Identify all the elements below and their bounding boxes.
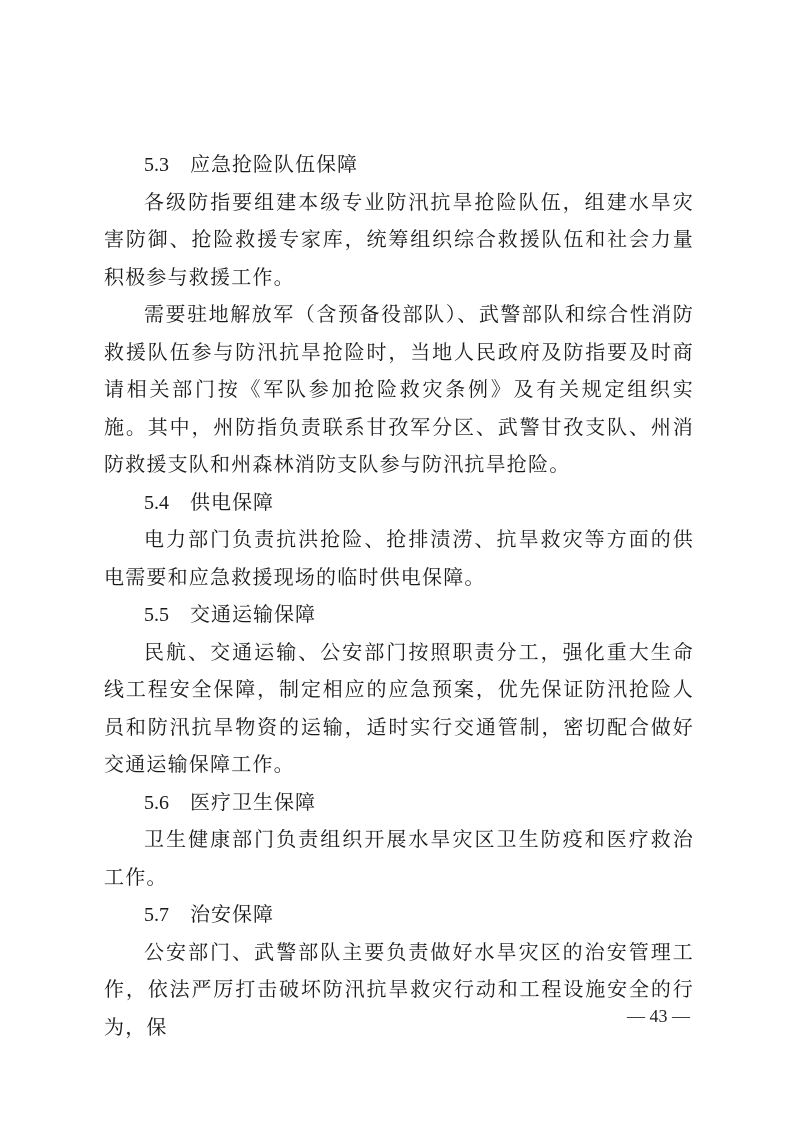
section-title: 医疗卫生保障	[190, 789, 316, 814]
paragraph: 各级防指要组建本级专业防汛抗旱抢险队伍，组建水旱灾害防御、抢险救援专家库，统筹组织综合救援队伍和社会力量积极参与救援工作。	[104, 189, 694, 289]
section-heading	[104, 596, 694, 634]
section-title: 应急抢险队伍保障	[190, 152, 358, 176]
paragraph: 民航、交通运输、公安部门按照职责分工，强化重大生命线工程安全保障，制定相应的应急预案，优先保证防汛抢险人员和防汛抗旱物资的运输，适时实行交通管制，密切配合做好交通运输保障工作。	[104, 639, 694, 776]
section-heading	[104, 484, 694, 522]
section-number: 5.4	[144, 491, 169, 514]
section-heading	[104, 784, 694, 822]
section-number: 5.3	[144, 154, 169, 176]
paragraph: 公安部门、武警部队主要负责做好水旱灾区的治安管理工作，依法严厉打击破坏防汛抗旱救灾行动和工程设施安全的行为，保	[104, 939, 694, 1039]
page-number: — 43 —	[627, 1006, 690, 1026]
section-heading	[104, 146, 694, 184]
paragraph: 卫生健康部门负责组织开展水旱灾区卫生防疫和医疗救治工作。	[104, 827, 694, 889]
section-heading	[104, 896, 694, 934]
section-number: 5.7	[144, 904, 169, 926]
document-body	[104, 146, 694, 1046]
section-title: 交通运输保障	[190, 602, 316, 626]
section-title: 治安保障	[190, 902, 274, 926]
section-number: 5.5	[144, 604, 169, 626]
section-title: 供电保障	[190, 489, 274, 514]
paragraph: 电力部门负责抗洪抢险、抢排渍涝、抗旱救灾等方面的供电需要和应急救援现场的临时供电保障。	[104, 527, 694, 589]
section-number: 5.6	[144, 791, 169, 814]
paragraph: 需要驻地解放军（含预备役部队）、武警部队和综合性消防救援队伍参与防汛抗旱抢险时，当地人民政府及防指要及时商请相关部门按《军队参加抢险救灾条例》及有关规定组织实施。其中，州防指负责联系甘孜军分区、武警甘孜支队、州消防救援支队和州森林消防支队参与防汛抗旱抢险。	[104, 302, 694, 476]
